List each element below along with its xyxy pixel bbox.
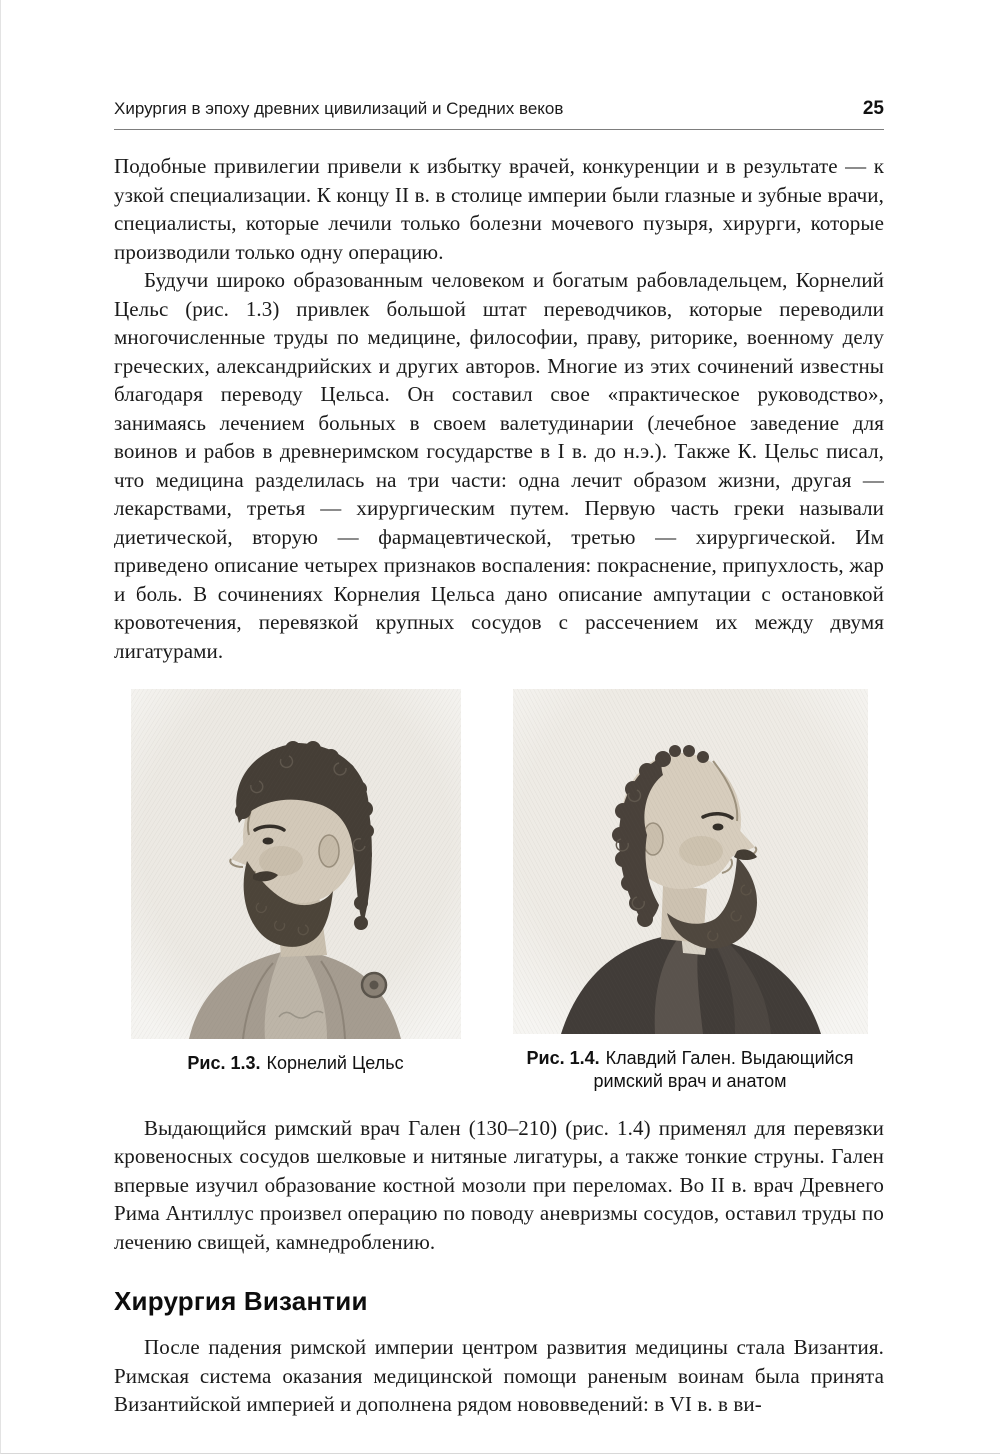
figure-caption-galen: [520, 1047, 860, 1094]
figure-label: Рис. 1.4.: [526, 1048, 600, 1068]
paragraph-4: После падения римской империи центром развития медицины стала Византия. Римская система оказания медицинской помощи раненым воинам была принята Византийской империей и дополнена рядом нововведений: в VI в. в ви-: [114, 1335, 884, 1417]
figures-row: [114, 689, 884, 1094]
header-rule: [114, 129, 884, 130]
figure-label: Рис. 1.3.: [187, 1053, 261, 1073]
figure-galen: [513, 689, 868, 1094]
celsus-portrait-engraving: [131, 689, 461, 1039]
figure-caption-celsus: [187, 1052, 403, 1075]
paragraph-1: Подобные привилегии привели к избытку врачей, конкуренции и в результате — к узкой специализации. К концу II в. в столице империи были глазные и зубные врачи, специалисты, которые лечили только болезни мочевого пузыря, хирурги, которые производили только одну операцию.: [114, 154, 884, 264]
page-number: 25: [862, 98, 884, 119]
running-header: [114, 98, 884, 120]
figure-caption-text: Клавдий Гален. Выдающийся римский врач и анатом: [593, 1048, 854, 1092]
paragraph-3: Выдающийся римский врач Гален (130–210) (рис. 1.4) применял для перевязки кровеносных сосудов шелковые и нитяные лигатуры, а также тонкие струны. Гален впервые изучил образование костной мозоли при переломах. Во II в. врач Древнего Рима Антиллус произвел операцию по поводу аневризмы сосудов, оставил труды по лечению свищей, камнедроблению.: [114, 1115, 884, 1254]
figure-caption-text: Корнелий Цельс: [266, 1053, 404, 1073]
page-body: [114, 152, 884, 1419]
paragraph-2: Будучи широко образованным человеком и богатым рабовладельцем, Корнелий Цельс (рис. 1.3) привлек большой штат переводчиков, которые переводили многочисленные труды по медицине, философии, праву, риторике, военному делу греческих, александрийских и других авторов. Многие из этих сочинений известны благодаря переводу Цельса. Он составил свое «практическое руководство», занимаясь лечением больных в своем валетудинарии (лечебное заведение для воинов и рабов в древнеримском государстве в I в. до н.э.). Также К. Цельс писал, что медицина разделилась на три части: одна лечит образом жизни, другая — лекарствами, третья — хирургическим путем. Первую часть греки называли диетической, вторую — фармацевтической, третью — хирургической. Им приведено описание четырех признаков воспаления: покраснение, припухлость, жар и боль. В сочинениях Корнелия Цельса дано описание ампутации с остановкой кровотечения, перевязкой крупных сосудов с рассечением их между двумя лигатурами.: [114, 268, 884, 663]
figure-celsus: [131, 689, 461, 1075]
section-heading: Хирургия Византии: [114, 1286, 368, 1317]
running-header-title: Хирургия в эпоху древних цивилизаций и Средних веков: [114, 99, 564, 118]
galen-portrait-engraving: [513, 689, 868, 1034]
